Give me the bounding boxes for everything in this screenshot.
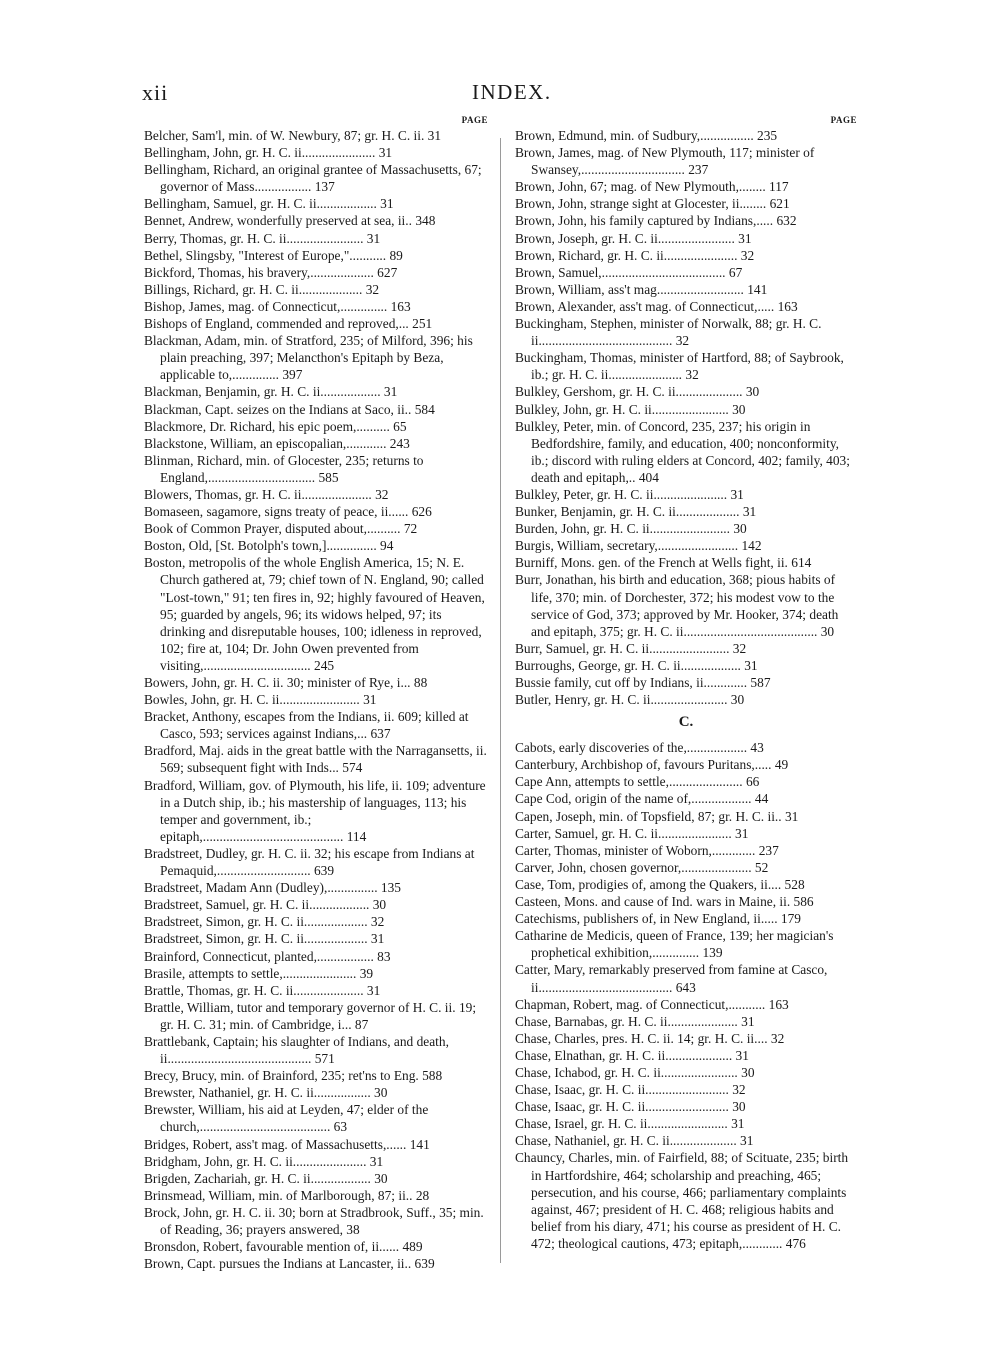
index-entry: Carter, Samuel, gr. H. C. ii...................... 31 [515, 825, 749, 841]
index-entry: Capen, Joseph, min. of Topsfield, 87; gr. H. C. ii.. 31 [515, 808, 799, 824]
index-entry: Cabots, early discoveries of the,.................. 43 [515, 740, 764, 756]
index-entry: Chase, Nathaniel, gr. H. C. ii.................... 31 [515, 1133, 754, 1149]
index-entry: Blinman, Richard, min. of Glocester, 235; returns to England,................................ 585 [144, 452, 424, 485]
index-entry: Blackman, Benjamin, gr. H. C. ii.................. 31 [144, 384, 398, 400]
index-entry: Brewster, William, his aid at Leyden, 47; elder of the church,....................................... 63 [144, 1102, 429, 1135]
index-entry: Bulkley, Peter, gr. H. C. ii...................... 31 [515, 486, 744, 502]
index-entry: Chauncy, Charles, min. of Fairfield, 88; of Scituate, 235; birth in Hartfordshire, 464; scholarship and preaching, 465; persecution, and his course, 466; parliamentary complaints against, 467; president of H. C. 468; religious habits and belief from his diary, 471; his course as president of H. C. 472; theological cautions, 473; epitaph,............ 476 [515, 1150, 849, 1251]
page-title: INDEX. [472, 80, 552, 104]
index-entry: Bowles, John, gr. H. C. ii........................ 31 [144, 692, 377, 708]
index-entry: Bradstreet, Madam Ann (Dudley),............... 135 [144, 880, 401, 896]
section-entry-list [515, 739, 857, 1252]
index-entry: Blackman, Capt. seizes on the Indians at Saco, ii.. 584 [144, 401, 435, 417]
index-entry: Casteen, Mons. and cause of Ind. wars in Maine, ii. 586 [515, 894, 814, 910]
index-entry: Cape Ann, attempts to settle,...................... 66 [515, 774, 760, 790]
index-entry: Boston, metropolis of the whole English America, 15; N. E. Church gathered at, 79; chief town of N. England, 90; called "Lost-town," 91; ten fires in, 92; highly favoured of Heaven, 95; guarded by angels, 96; its widows helped, 97; its drinking and disreputable houses, 100; idleness in reproved, 102; fire at, 104; Dr. John Owen prevented from visiting,................................ 245 [144, 555, 485, 673]
index-entry: Brown, William, ass't mag.......................... 141 [515, 281, 768, 297]
index-entry: Chase, Ichabod, gr. H. C. ii....................... 30 [515, 1064, 755, 1080]
index-entry: Bulkley, John, gr. H. C. ii....................... 30 [515, 401, 746, 417]
index-entry: Burniff, Mons. gen. of the French at Wells fight, ii. 614 [515, 555, 812, 571]
index-entry: Brown, Richard, gr. H. C. ii...................... 32 [515, 247, 755, 263]
index-entry: Bradford, William, gov. of Plymouth, his life, ii. 109; adventure in a Dutch ship, ib.; his mastership of languages, 113; his temper and government, ib.; epitaph,.......................................... 114 [144, 777, 486, 844]
index-entry: Chase, Barnabas, gr. H. C. ii..................... 31 [515, 1013, 755, 1029]
index-entry: Bishop, James, mag. of Connecticut,.............. 163 [144, 298, 411, 314]
index-entry: Catharine de Medicis, queen of France, 139; her magician's prophetical exhibition,.............. 139 [515, 928, 834, 961]
index-entry: Brown, Edmund, min. of Sudbury,................ 235 [515, 128, 778, 143]
index-entry: Chase, Israel, gr. H. C. ii........................ 31 [515, 1116, 745, 1132]
page-number: xii [142, 80, 169, 105]
index-entry: Bridges, Robert, ass't mag. of Massachusetts,...... 141 [144, 1136, 430, 1152]
index-entry: Brinsmead, William, min. of Marlborough, 87; ii.. 28 [144, 1187, 430, 1203]
index-entry: Bomaseen, sagamore, signs treaty of peace, ii...... 626 [144, 504, 432, 520]
index-entry: Brown, John, 67; mag. of New Plymouth,........ 117 [515, 179, 789, 195]
index-entry: Bracket, Anthony, escapes from the Indians, ii. 609; killed at Casco, 593; services against Indians,... 637 [144, 709, 469, 742]
index-entry: Chapman, Robert, mag. of Connecticut,........... 163 [515, 996, 789, 1012]
index-entry: Brattle, Thomas, gr. H. C. ii..................... 31 [144, 982, 381, 998]
index-entry: Brown, Capt. pursues the Indians at Lancaster, ii.. 639 [144, 1256, 435, 1272]
index-entry: Bellingham, Richard, an original grantee of Massachusetts, 67; governor of Mass................. 137 [144, 162, 482, 195]
left-entry-list [144, 127, 488, 1272]
column-heading: PAGE [461, 115, 488, 125]
left-column [144, 114, 488, 1272]
index-entry: Brasile, attempts to settle,...................... 39 [144, 965, 374, 981]
index-entry: Cape Cod, origin of the name of,.................. 44 [515, 791, 769, 807]
index-entry: Canterbury, Archbishop of, favours Puritans,..... 49 [515, 757, 789, 773]
index-entry: Brown, James, mag. of New Plymouth, 117; minister of Swansey,............................... 237 [515, 145, 815, 178]
index-entry: Brown, John, strange sight at Glocester, ii........ 621 [515, 196, 790, 212]
index-entry: Burr, Samuel, gr. H. C. ii........................ 32 [515, 640, 747, 656]
index-entry: Bussie family, cut off by Indians, ii............. 587 [515, 675, 771, 690]
index-entry: Burroughs, George, gr. H. C. ii.................. 31 [515, 657, 758, 673]
column-heading: PAGE [830, 115, 857, 125]
index-entry: Brown, Joseph, gr. H. C. ii....................... 31 [515, 230, 752, 246]
index-entry: Buckingham, Thomas, minister of Hartford, 88; of Saybrook, ib.; gr. H. C. ii...................... 32 [515, 350, 844, 383]
index-entry: Catter, Mary, remarkably preserved from famine at Casco, ii........................................ 643 [515, 962, 828, 995]
index-entry: Berry, Thomas, gr. H. C. ii....................... 31 [144, 230, 381, 246]
index-entry: Belcher, Sam'l, min. of W. Newbury, 87; gr. H. C. ii. 31 [144, 128, 442, 143]
index-entry: Chase, Charles, pres. H. C. ii. 14; gr. H. C. ii.... 32 [515, 1030, 785, 1046]
index-entry: Burgis, William, secretary,........................ 142 [515, 538, 762, 554]
right-column [515, 114, 857, 1252]
index-entry: Brainford, Connecticut, planted,................. 83 [144, 948, 391, 964]
index-entry: Bellingham, John, gr. H. C. ii...................... 31 [144, 145, 393, 161]
index-entry: Bulkley, Peter, min. of Concord, 235, 237; his origin in Bedfordshire, family, and education, 400; nonconformity, ib.; discord with ruling elders at Concord, 402; family, 403; death and epitaph,.. 404 [515, 418, 850, 485]
index-entry: Blackstone, William, an episcopalian,............ 243 [144, 435, 410, 451]
index-entry: Book of Common Prayer, disputed about,.......... 72 [144, 521, 418, 537]
index-entry: Catechisms, publishers of, in New England, ii..... 179 [515, 911, 802, 927]
index-entry: Brigden, Zachariah, gr. H. C. ii.................. 30 [144, 1170, 388, 1186]
index-entry: Bulkley, Gershom, gr. H. C. ii.................... 30 [515, 384, 760, 400]
index-entry: Brown, John, his family captured by Indians,..... 632 [515, 213, 797, 229]
index-entry: Bradford, Maj. aids in the great battle with the Narragansetts, ii. 569; subsequent fight with Inds... 574 [144, 743, 487, 776]
index-entry: Buckingham, Stephen, minister of Norwalk, 88; gr. H. C. ii........................................ 32 [515, 316, 822, 349]
index-entry: Brattle, William, tutor and temporary governor of H. C. ii. 19; gr. H. C. 31; min. of Cambridge, i... 87 [144, 999, 477, 1032]
section-letter: C. [678, 714, 694, 731]
index-entry: Brock, John, gr. H. C. ii. 30; born at Stradbrook, Suff., 35; min. of Reading, 36; prayers answered, 38 [144, 1204, 484, 1237]
index-entry: Blackman, Adam, min. of Stratford, 235; of Milford, 396; his plain preaching, 397; Melancthon's Epitaph by Beza, applicable to,.............. 397 [144, 333, 473, 383]
index-entry: Bunker, Benjamin, gr. H. C. ii................... 31 [515, 504, 757, 520]
index-entry: Brown, Alexander, ass't mag. of Connecticut,..... 163 [515, 298, 798, 314]
index-entry: Blowers, Thomas, gr. H. C. ii..................... 32 [144, 486, 389, 502]
index-entry: Burr, Jonathan, his birth and education, 368; pious habits of life, 370; min. of Dorchester, 372; his modest vow to the service of God, 373; approved by Mr. Hooker, 374; death and epitaph, 375; gr. H. C. ii........................................ 30 [515, 572, 839, 639]
right-entry-list [515, 127, 857, 708]
index-entry: Bradstreet, Simon, gr. H. C. ii................... 32 [144, 914, 385, 930]
page-header [142, 80, 842, 110]
index-entry: Bickford, Thomas, his bravery,................... 627 [144, 264, 398, 280]
index-entry: Brown, Samuel,..................................... 67 [515, 264, 743, 280]
index-entry: Bradstreet, Dudley, gr. H. C. ii. 32; his escape from Indians at Pemaquid,............................ 639 [144, 845, 475, 879]
index-entry: Bridgham, John, gr. H. C. ii...................... 31 [144, 1153, 384, 1169]
index-entry: Burden, John, gr. H. C. ii........................ 30 [515, 521, 747, 537]
index-entry: Carter, Thomas, minister of Woborn,............. 237 [515, 842, 779, 858]
index-entry: Chase, Isaac, gr. H. C. ii......................... 32 [515, 1082, 746, 1098]
index-entry: Brattlebank, Captain; his slaughter of Indians, and death, ii........................................... 571 [144, 1033, 449, 1067]
index-entry: Billings, Richard, gr. H. C. ii................... 32 [144, 281, 380, 297]
index-entry: Bowers, John, gr. H. C. ii. 30; minister of Rye, i... 88 [144, 675, 428, 690]
index-entry: Brecy, Brucy, min. of Brainford, 235; ret'ns to Eng. 588 [144, 1068, 443, 1084]
index-entry: Bethel, Slingsby, "Interest of Europe,"........... 89 [144, 247, 403, 263]
index-entry: Bishops of England, commended and reproved,... 251 [144, 316, 433, 332]
index-entry: Boston, Old, [St. Botolph's town,]............... 94 [144, 538, 394, 554]
index-entry: Bronsdon, Robert, favourable mention of, ii...... 489 [144, 1239, 423, 1255]
index-entry: Bradstreet, Samuel, gr. H. C. ii.................. 30 [144, 897, 387, 913]
index-entry: Carver, John, chosen governor,..................... 52 [515, 859, 769, 875]
index-entry: Blackmore, Dr. Richard, his epic poem,.......... 65 [144, 418, 407, 434]
index-entry: Chase, Elnathan, gr. H. C. ii.................... 31 [515, 1047, 749, 1063]
index-entry: Bradstreet, Simon, gr. H. C. ii................... 31 [144, 931, 385, 947]
index-entry: Brewster, Nathaniel, gr. H. C. ii................. 30 [144, 1085, 388, 1101]
column-divider [500, 138, 501, 1263]
index-entry: Bellingham, Samuel, gr. H. C. ii.................. 31 [144, 196, 394, 212]
index-entry: Bennet, Andrew, wonderfully preserved at sea, ii.. 348 [144, 213, 436, 229]
index-entry: Case, Tom, prodigies of, among the Quakers, ii.... 528 [515, 876, 805, 892]
index-entry: Butler, Henry, gr. H. C. ii....................... 30 [515, 692, 745, 708]
index-entry: Chase, Isaac, gr. H. C. ii......................... 30 [515, 1099, 746, 1115]
